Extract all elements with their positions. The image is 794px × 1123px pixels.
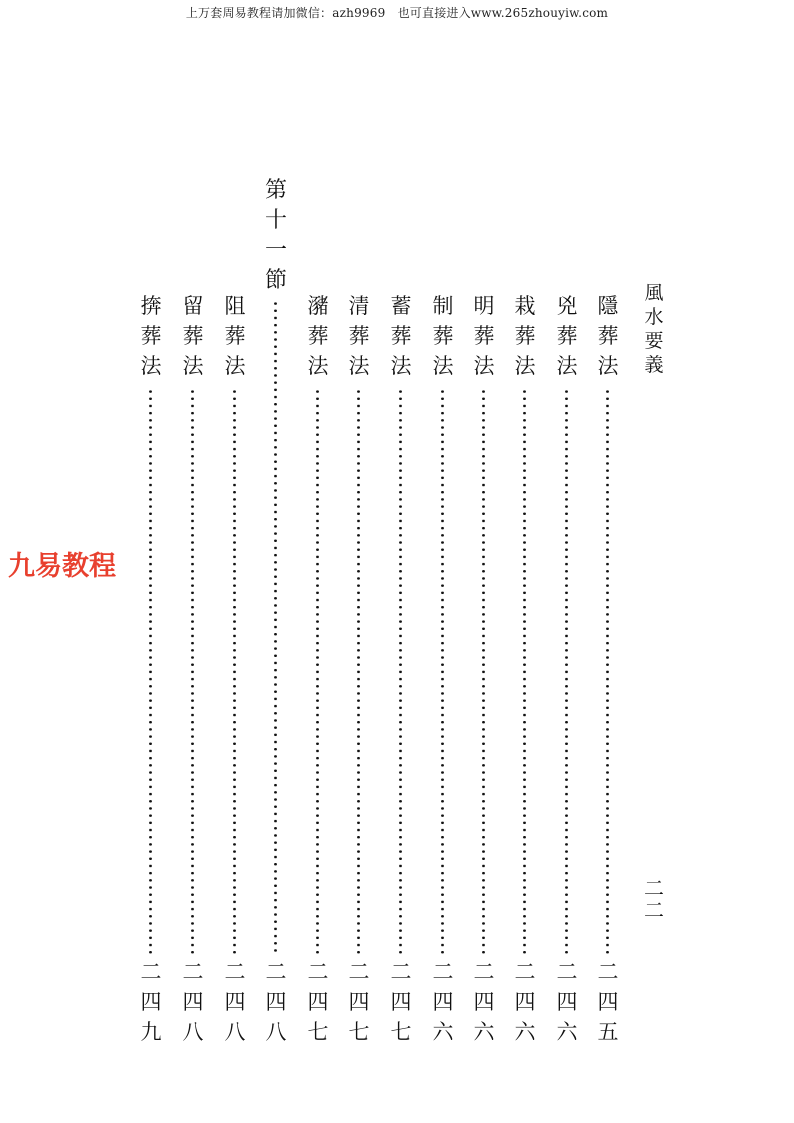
toc-entry[interactable] <box>384 296 418 386</box>
entry-page-ref <box>301 962 335 1052</box>
entry-page-ref <box>467 962 501 1052</box>
entry-title: 栽 葬 法 <box>514 294 536 378</box>
dot-leader <box>149 388 152 955</box>
entry-page-ref <box>426 962 460 1052</box>
entry-page-text: 二 四 六 <box>432 960 454 1044</box>
toc-entry[interactable] <box>550 296 584 386</box>
entry-title: 明 葬 法 <box>473 294 495 378</box>
toc-entry[interactable] <box>426 296 460 386</box>
entry-page-ref <box>550 962 584 1052</box>
toc-entry[interactable] <box>508 296 542 386</box>
toc-entry[interactable] <box>591 296 625 386</box>
entry-title: 制 葬 法 <box>432 294 454 378</box>
entry-page-text: 二 四 八 <box>182 960 204 1044</box>
entry-title: 留 葬 法 <box>182 294 204 378</box>
dot-leader <box>523 388 526 955</box>
entry-title: 瀦 葬 法 <box>307 294 329 378</box>
entry-page-text: 二 四 七 <box>390 960 412 1044</box>
toc-entry[interactable] <box>134 296 168 386</box>
entry-page-text: 二 四 五 <box>597 960 619 1044</box>
chapter-heading[interactable] <box>259 180 293 300</box>
entry-page-text: 二 四 九 <box>140 960 162 1044</box>
entry-page-text: 二 四 八 <box>265 960 287 1044</box>
toc-entry[interactable] <box>301 296 335 386</box>
entry-page-ref <box>176 962 210 1052</box>
dot-leader <box>274 300 277 955</box>
running-head <box>637 284 671 380</box>
dot-leader <box>606 388 609 955</box>
watermark: 九易教程 <box>8 551 116 582</box>
entry-title: 清 葬 法 <box>348 294 370 378</box>
toc-entry[interactable] <box>467 296 501 386</box>
toc-entry[interactable] <box>218 296 252 386</box>
dot-leader <box>357 388 360 955</box>
entry-page-ref <box>134 962 168 1052</box>
running-head-text: 風 水 要 義 <box>644 282 664 376</box>
entry-page-text: 二 四 七 <box>307 960 329 1044</box>
entry-page-ref <box>591 962 625 1052</box>
toc-entry[interactable] <box>176 296 210 386</box>
entry-page-ref <box>218 962 252 1052</box>
dot-leader <box>233 388 236 955</box>
entry-title: 捹 葬 法 <box>140 294 162 378</box>
entry-page-text: 二 四 七 <box>348 960 370 1044</box>
entry-page-ref <box>259 962 293 1052</box>
dot-leader <box>191 388 194 955</box>
top-banner: 上万套周易教程请加微信：azh9969 也可直接进入www.265zhouyiw.com <box>185 6 609 20</box>
entry-title: 蓄 葬 法 <box>390 294 412 378</box>
entry-page-text: 二 四 六 <box>473 960 495 1044</box>
page-number <box>637 878 671 922</box>
entry-title: 隱 葬 法 <box>597 294 619 378</box>
entry-page-ref <box>508 962 542 1052</box>
dot-leader <box>565 388 568 955</box>
entry-page-text: 二 四 八 <box>224 960 246 1044</box>
dot-leader <box>441 388 444 955</box>
entry-page-text: 二 四 六 <box>514 960 536 1044</box>
dot-leader <box>316 388 319 955</box>
entry-page-ref <box>384 962 418 1052</box>
toc-entry[interactable] <box>342 296 376 386</box>
entry-page-ref <box>342 962 376 1052</box>
dot-leader <box>482 388 485 955</box>
entry-page-text: 二 四 六 <box>556 960 578 1044</box>
entry-title: 阻 葬 法 <box>224 294 246 378</box>
dot-leader <box>399 388 402 955</box>
page-number-text: 二 二 <box>644 876 664 922</box>
chapter-heading-text: 第 十 一 節 <box>264 178 287 293</box>
entry-title: 兇 葬 法 <box>556 294 578 378</box>
